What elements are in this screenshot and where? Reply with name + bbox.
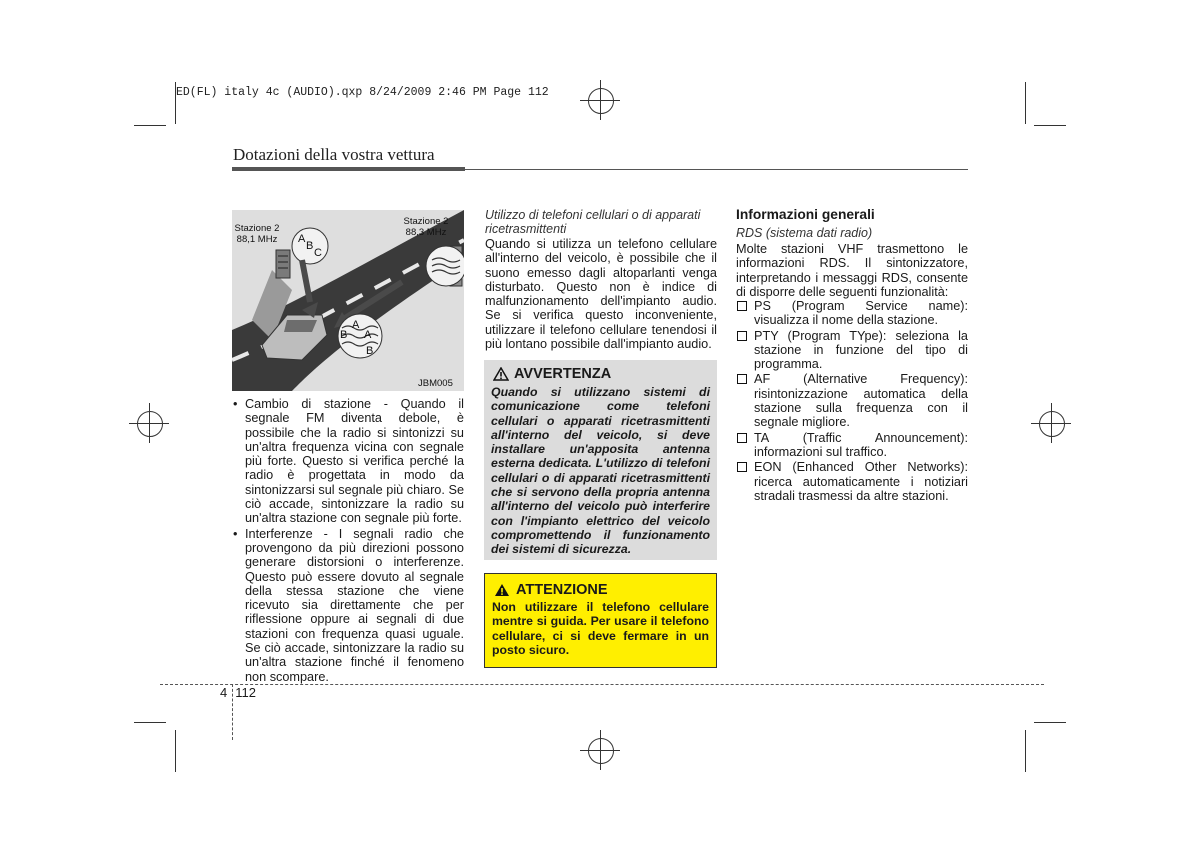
section-intro: Molte stazioni VHF trasmettono le informazioni RDS. Il sintonizzatore, interpretando i messaggi RDS, consente di disporre delle seguenti funzionalità: [736,242,968,299]
car-letter-3: A [364,329,372,341]
station-right-label: Stazione 2 88,3 MHz [403,216,449,238]
section-heading: Utilizzo di telefoni cellulari o di apparati ricetrasmittenti [485,208,701,236]
caution-text: Non utilizzare il telefono cellulare mentre si guida. Per usare il telefono cellulare, ci si deve fermare in un posto sicuro. [492,600,709,657]
crop-mark [1025,730,1026,772]
feature-list [736,299,968,504]
station-left-label: Stazione 2 88,1 MHz [234,223,280,245]
crop-mark [134,722,166,723]
list-item: AF (Alternative Frequency): risintonizzazione automatica della stazione sulla frequenza con il segnale migliore. [736,372,968,429]
section-body: Quando si utilizza un telefono cellulare all'interno del veicolo, è possibile che il suono emesso dagli altoparlanti venga disturbato. Questo non è indice di malfunzionamento dell'impianto audio. Se si verifica questo inconveniente, utilizzare il telefono cellulare tenendosi il più lontano possibile dall'impianto audio. [485,237,717,352]
registration-mark [1039,411,1065,437]
registration-mark [588,88,614,114]
section-subtitle: RDS (sistema dati radio) [736,226,873,240]
page-header-title: Dotazioni della vostra vettura [233,145,435,164]
crop-mark [134,125,166,126]
registration-mark [149,403,150,443]
caution-box [484,573,717,668]
illustration-code: JBM005 [418,378,453,389]
checkbox-icon [737,331,747,341]
bullet-list [232,397,464,685]
car-letter-1: A [352,319,360,331]
crop-mark [1034,722,1066,723]
registration-mark [137,411,163,437]
checkbox-icon [737,374,747,384]
header-rule-thick [232,167,465,171]
crop-mark [1034,125,1066,126]
warning-text: Quando si utilizzano sistemi di comunicazione come telefoni cellulari o apparati ricetrasmittenti all'interno del veicolo, si deve installare un'apposita antenna esterna dedicata. L'utilizzo di telefoni cellulari o di apparati ricetrasmittenti che si servono della propria antenna all'interno del veicolo può interferire con l'impianto elettrico del veicolo compromettendo il funzionamento dei sistemi di sicurezza. [491,385,710,557]
footer-rule [160,684,1044,685]
header-rule-thin [465,169,968,170]
car-letter-4: B [366,345,374,357]
registration-mark [1051,403,1052,443]
list-item: TA (Traffic Announcement): informazioni sul traffico. [736,431,968,460]
registration-mark [588,738,614,764]
car-letter-2: B [340,329,348,341]
list-item: EON (Enhanced Other Networks): ricerca automaticamente i notiziari stradali trasmessi da altre stazioni. [736,460,968,503]
warning-box [484,360,717,560]
checkbox-icon [737,433,747,443]
warning-title: AVVERTENZA [493,366,710,382]
warning-triangle-icon [493,367,509,381]
transmitter-left [276,250,290,278]
registration-mark [600,80,601,120]
list-item: PTY (Program TYpe): seleziona la stazione in funzione del tipo di programma. [736,329,968,372]
list-item: PS (Program Service name): visualizza il nome della stazione. [736,299,968,328]
list-item: • Interferenze - I segnali radio che provengono da più direzioni possono generare distorsioni o interferenze. Questo può essere dovuto al segnale della stessa stazione che viene ricevuto sia direttamente che per riflessione oppure ai segnali di due stazioni con frequenza quasi uguale. Se ciò accade, sintonizzare la radio su un'altra stazione finché il fenomeno non scompare. [232,527,464,684]
checkbox-icon [737,301,747,311]
list-item: • Cambio di stazione - Quando il segnale FM diventa debole, è possibile che la radio si sintonizzi su un'altra frequenza vicina con segnale più forte. Questo si verifica perché la radio è progettata in modo da sintonizzarsi sul segnale più chiaro. Se ciò accade, sintonizzare la radio su un'altra stazione con segnale più forte. [232,397,464,526]
section-title: Informazioni generali [736,207,875,222]
registration-mark [600,730,601,770]
warning-triangle-icon [494,583,510,597]
sign-letter-b: B [306,240,314,252]
crop-mark [1025,82,1026,124]
sign-letter-c: C [314,247,322,259]
sign-letter-a: A [298,233,306,245]
page-number: 4 112 [220,685,256,700]
checkbox-icon [737,462,747,472]
caution-title: ATTENZIONE [494,582,709,598]
radio-reception-illustration [232,210,464,391]
crop-mark [175,730,176,772]
print-slug: ED(FL) italy 4c (AUDIO).qxp 8/24/2009 2:46 PM Page 112 [176,86,549,99]
